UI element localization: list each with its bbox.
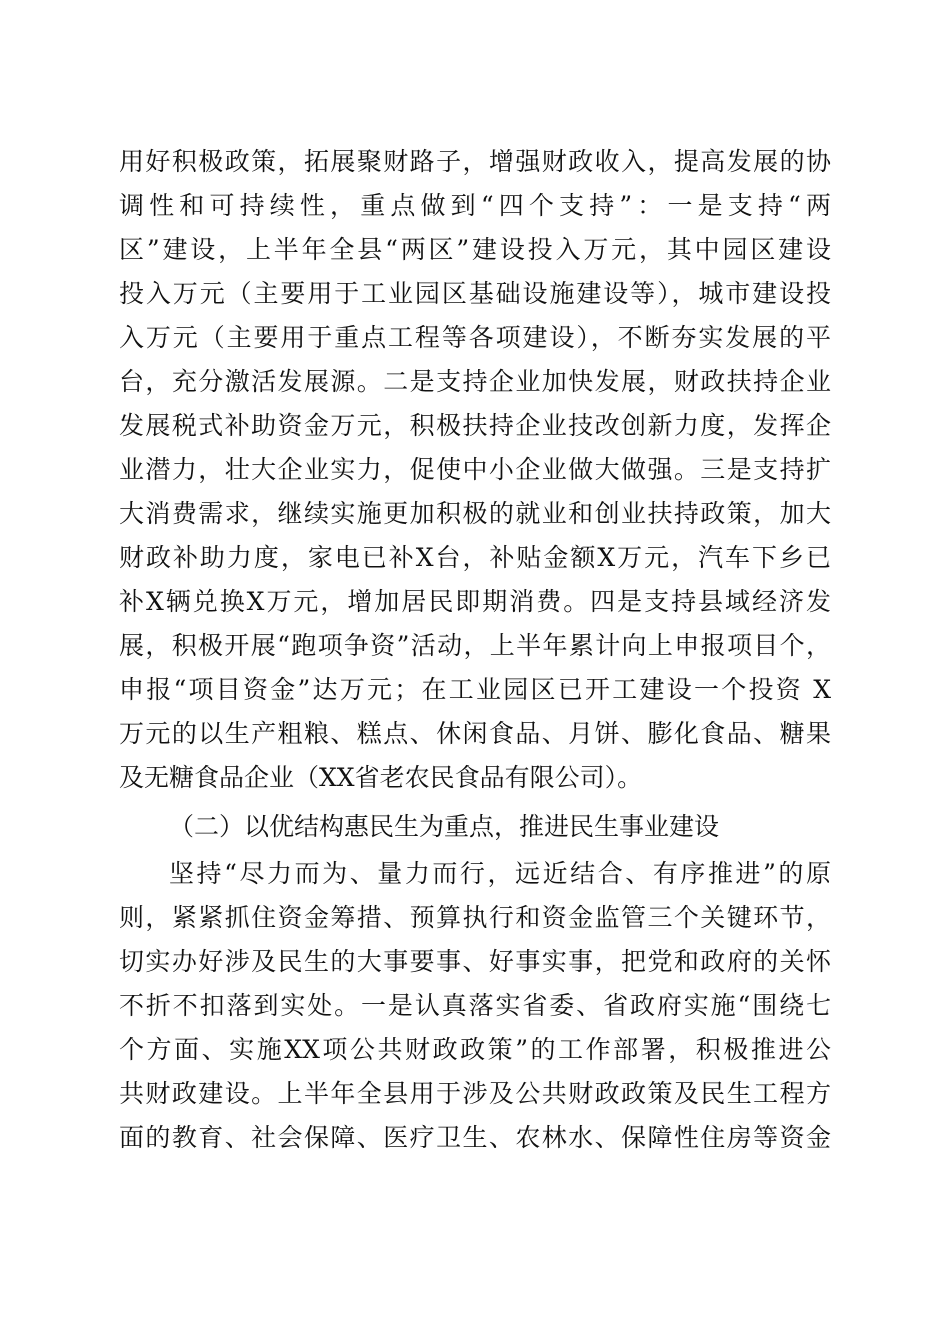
paragraph-1-line-3: 区”建设，上半年全县“两区”建设投入万元，其中园区建设 — [119, 235, 831, 264]
paragraph-1-line-14: 万元的以生产粗粮、糕点、休闲食品、月饼、膨化食品、糖果 — [119, 719, 831, 748]
paragraph-1-line-4: 投入万元（主要用于工业园区基础设施建设等），城市建设投 — [119, 279, 831, 308]
paragraph-1-line-9: 大消费需求，继续实施更加积极的就业和创业扶持政策，加大 — [119, 499, 831, 528]
section-heading: （二）以优结构惠民生为重点，推进民生事业建设 — [169, 812, 720, 841]
paragraph-1-line-8: 业潜力，壮大企业实力，促使中小企业做大做强。三是支持扩 — [119, 455, 831, 484]
paragraph-2-line-5: 个方面、实施XX项公共财政政策”的工作部署，积极推进公 — [119, 1035, 831, 1064]
paragraph-2-line-2: 则，紧紧抓住资金筹措、预算执行和资金监管三个关键环节， — [119, 903, 831, 932]
paragraph-2-line-1: 坚持“尽力而为、量力而行，远近结合、有序推进”的原 — [169, 859, 831, 888]
paragraph-1-line-5: 入万元（主要用于重点工程等各项建设），不断夯实发展的平 — [119, 323, 831, 352]
paragraph-1-line-1: 用好积极政策，拓展聚财路子，增强财政收入，提高发展的协 — [119, 147, 831, 176]
paragraph-2-line-6: 共财政建设。上半年全县用于涉及公共财政政策及民生工程方 — [119, 1079, 831, 1108]
paragraph-1-line-2: 调性和可持续性，重点做到“四个支持”：一是支持“两 — [119, 191, 831, 220]
paragraph-2-line-7: 面的教育、社会保障、医疗卫生、农林水、保障性住房等资金 — [119, 1123, 831, 1152]
paragraph-1-line-10: 财政补助力度，家电已补X台，补贴金额X万元，汽车下乡已 — [119, 543, 831, 572]
paragraph-1-line-15: 及无糖食品企业（XX省老农民食品有限公司）。 — [119, 763, 643, 792]
paragraph-1-line-6: 台，充分激活发展源。二是支持企业加快发展，财政扶持企业 — [119, 367, 831, 396]
paragraph-1-line-13: 申报“项目资金”达万元；在工业园区已开工建设一个投资 X — [119, 675, 831, 704]
paragraph-1-line-11: 补X辆兑换X万元，增加居民即期消费。四是支持县域经济发 — [119, 587, 831, 616]
paragraph-2-line-4: 不折不扣落到实处。一是认真落实省委、省政府实施“围绕七 — [119, 991, 831, 1020]
paragraph-1-line-7: 发展税式补助资金万元，积极扶持企业技改创新力度，发挥企 — [119, 411, 831, 440]
paragraph-2-line-3: 切实办好涉及民生的大事要事、好事实事，把党和政府的关怀 — [119, 947, 831, 976]
paragraph-1-line-12: 展，积极开展“跑项争资”活动，上半年累计向上申报项目个， — [119, 631, 831, 660]
